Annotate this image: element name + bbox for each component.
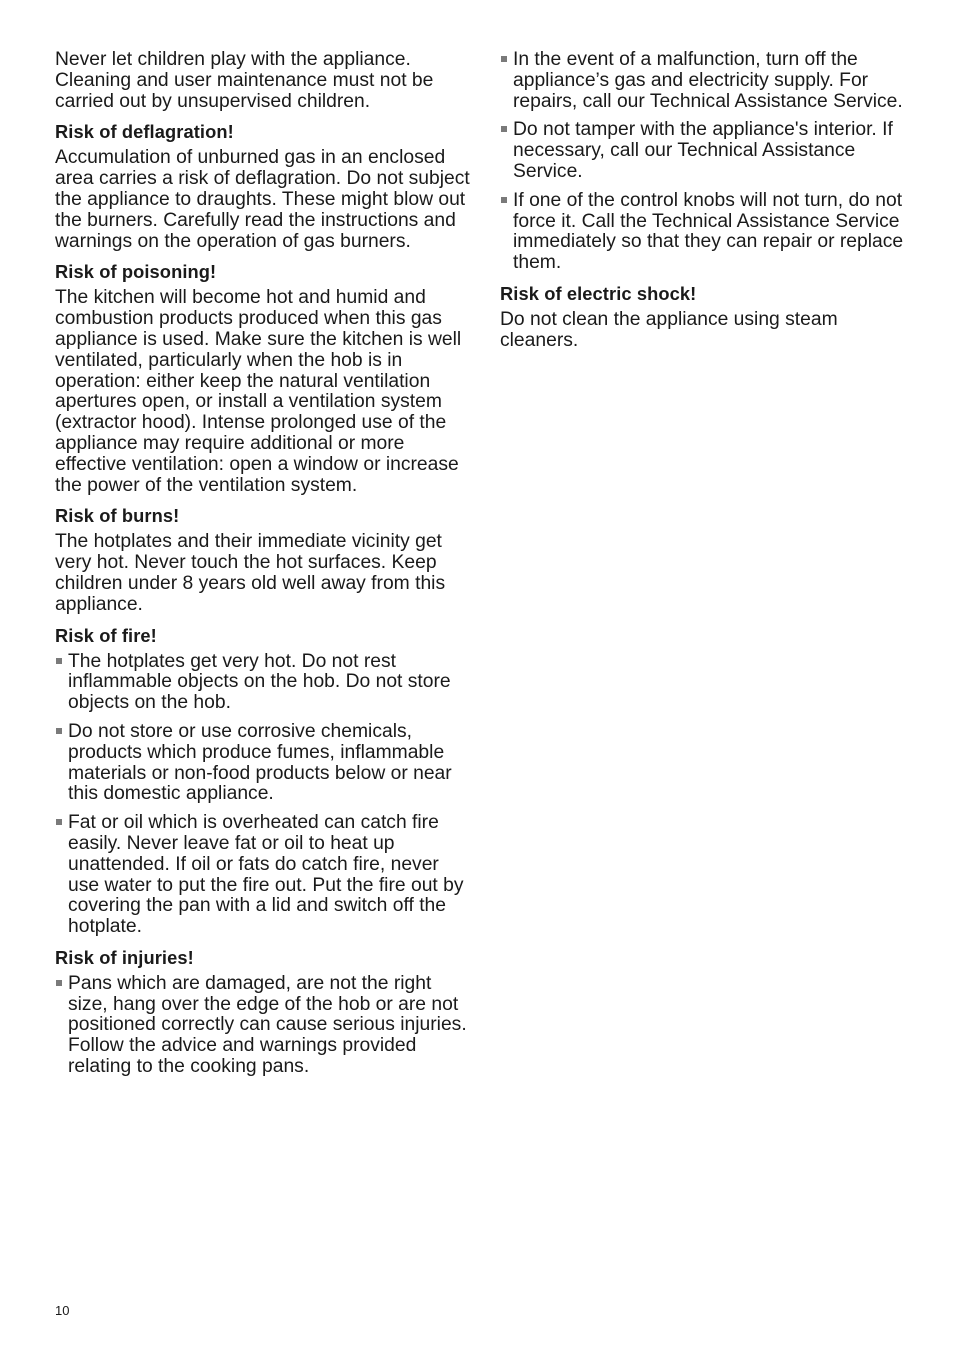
list-item-text: In the event of a malfunction, turn off the appliance’s gas and electricity supply. For repairs, call our Technical Assistance Service. bbox=[513, 49, 903, 112]
list-item bbox=[55, 974, 475, 1078]
poisoning-heading: Risk of poisoning! bbox=[55, 261, 217, 283]
bullet-square-icon bbox=[501, 126, 507, 132]
list-item-text: Pans which are damaged, are not the right size, hang over the edge of the hob or are not positioned correctly can cause serious injuries. Follow the advice and warnings provided relating to the cooking pans. bbox=[68, 972, 467, 1078]
electric-shock-paragraph: Do not clean the appliance using steam cleaners. bbox=[500, 308, 838, 351]
list-item-text: Fat or oil which is overheated can catch fire easily. Never leave fat or oil to heat up unattended. If oil or fats do catch fire, never use water to put the fire out. Put the fire out by covering the pan with a lid and switch off the hotplate. bbox=[68, 812, 464, 938]
fire-heading: Risk of fire! bbox=[55, 624, 157, 646]
malfunction-list bbox=[500, 50, 920, 274]
list-item bbox=[55, 722, 475, 805]
poisoning-paragraph: The kitchen will become hot and humid and combustion products produced when this gas appliance is used. Make sure the kitchen is well ventilated, particularly when the hob is in operation: either keep the natural ventilation apertures open, or install a ventilation system (extractor hood). Intense prolonged use of the appliance may require additional or more effective ventilation: open a window or increase the power of the ventilation system. bbox=[55, 287, 462, 496]
injuries-list bbox=[55, 974, 475, 1078]
list-item-text: The hotplates get very hot. Do not rest inflammable objects on the hob. Do not store objects on the hob. bbox=[68, 650, 451, 714]
left-column bbox=[55, 50, 475, 1087]
list-item-text: If one of the control knobs will not turn, do not force it. Call the Technical Assistance Service immediately so that they can repair or replace them. bbox=[513, 189, 904, 274]
bullet-square-icon bbox=[56, 728, 62, 734]
page-number: 10 bbox=[55, 1303, 70, 1318]
bullet-square-icon bbox=[56, 819, 62, 825]
deflagration-paragraph: Accumulation of unburned gas in an enclosed area carries a risk of deflagration. Do not subject the appliance to draughts. These might blow out the burners. Carefully read the instructions and warnings on the operation of gas burners. bbox=[55, 147, 470, 252]
list-item bbox=[500, 191, 920, 274]
burns-paragraph: The hotplates and their immediate vicinity get very hot. Never touch the hot surfaces. Keep children under 8 years old well away from this appliance. bbox=[55, 531, 446, 615]
deflagration-heading: Risk of deflagration! bbox=[55, 121, 234, 143]
right-column bbox=[500, 50, 920, 361]
burns-heading: Risk of burns! bbox=[55, 505, 180, 527]
list-item bbox=[500, 50, 920, 112]
bullet-square-icon bbox=[501, 197, 507, 203]
list-item bbox=[55, 813, 475, 938]
list-item-text: Do not tamper with the appliance's interior. If necessary, call our Technical Assistance Service. bbox=[513, 119, 893, 182]
fire-list bbox=[55, 652, 475, 938]
bullet-square-icon bbox=[56, 980, 62, 986]
bullet-square-icon bbox=[501, 56, 507, 62]
list-item-text: Do not store or use corrosive chemicals, products which produce fumes, inflammable materials or non-food products below or near this domestic appliance. bbox=[68, 720, 452, 805]
electric-shock-heading: Risk of electric shock! bbox=[500, 282, 697, 304]
intro-paragraph: Never let children play with the appliance. Cleaning and user maintenance must not be carried out by unsupervised children. bbox=[55, 49, 434, 112]
bullet-square-icon bbox=[56, 658, 62, 664]
injuries-heading: Risk of injuries! bbox=[55, 946, 194, 968]
list-item bbox=[500, 120, 920, 182]
list-item bbox=[55, 652, 475, 714]
